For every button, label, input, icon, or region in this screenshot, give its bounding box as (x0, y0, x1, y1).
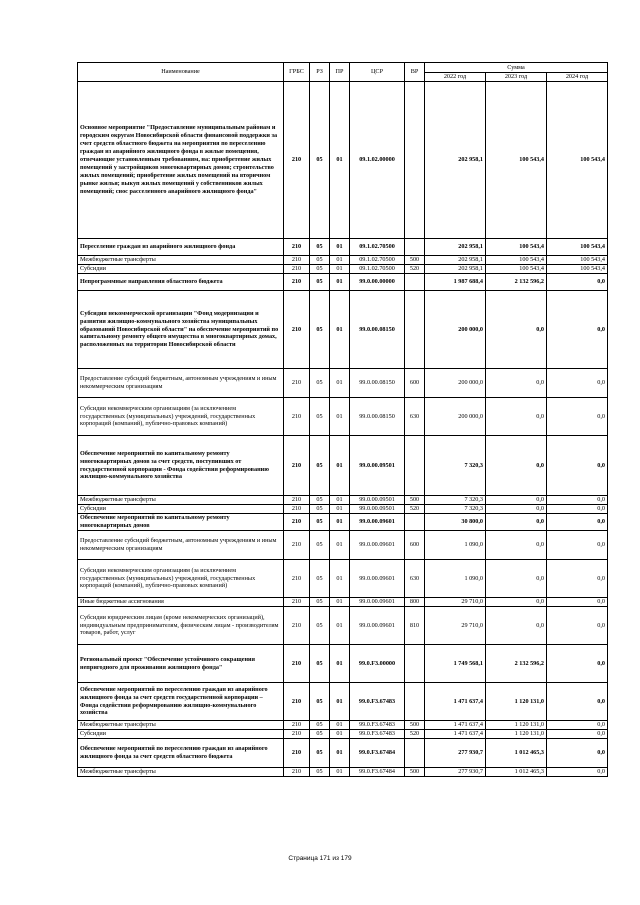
row-grbs: 210 (284, 82, 310, 239)
row-pr: 01 (330, 683, 350, 721)
row-value-2023: 0,0 (486, 398, 547, 436)
row-vr: 800 (405, 598, 425, 607)
row-value-2022: 1 090,0 (425, 560, 486, 598)
row-value-2023: 0,0 (486, 514, 547, 531)
row-vr: 520 (405, 505, 425, 514)
row-rz: 05 (310, 598, 330, 607)
row-csr: 99.0.00.09601 (350, 531, 405, 560)
table-row (78, 274, 608, 291)
row-csr: 99.0.00.09501 (350, 436, 405, 496)
row-value-2022: 29 710,0 (425, 598, 486, 607)
row-value-2024: 0,0 (547, 436, 608, 496)
row-value-2024: 0,0 (547, 560, 608, 598)
row-csr: 99.0.F3.67484 (350, 739, 405, 768)
row-csr: 99.0.00.09601 (350, 607, 405, 645)
budget-table (77, 62, 608, 777)
row-name: Непрограммные направления областного бюджета (78, 274, 284, 291)
row-value-2023: 1 012 465,3 (486, 768, 547, 777)
row-name: Обеспечение мероприятий по капитальному ремонту многоквартирных домов за счет средств, поступивших от государственной корпорации - Фонда содействия реформированию жилищно-коммунального хозяйства (78, 436, 284, 496)
row-value-2024: 100 543,4 (547, 239, 608, 256)
row-value-2024: 100 543,4 (547, 82, 608, 239)
row-csr: 09.1.02.70500 (350, 239, 405, 256)
row-rz: 05 (310, 768, 330, 777)
row-value-2024: 100 543,4 (547, 265, 608, 274)
row-value-2024: 0,0 (547, 607, 608, 645)
row-grbs: 210 (284, 645, 310, 683)
row-value-2022: 1 090,0 (425, 531, 486, 560)
row-value-2023: 2 132 596,2 (486, 274, 547, 291)
row-pr: 01 (330, 496, 350, 505)
row-value-2022: 202 958,1 (425, 239, 486, 256)
row-value-2024: 0,0 (547, 369, 608, 398)
row-value-2023: 1 012 465,3 (486, 739, 547, 768)
row-value-2023: 1 120 131,0 (486, 730, 547, 739)
row-csr: 99.0.00.09501 (350, 505, 405, 514)
row-value-2024: 0,0 (547, 598, 608, 607)
table-row (78, 369, 608, 398)
row-grbs: 210 (284, 398, 310, 436)
row-value-2022: 1 471 637,4 (425, 683, 486, 721)
row-vr: 500 (405, 496, 425, 505)
row-vr (405, 82, 425, 239)
row-name: Межбюджетные трансферты (78, 256, 284, 265)
row-value-2023: 0,0 (486, 369, 547, 398)
row-value-2023: 0,0 (486, 607, 547, 645)
row-value-2023: 2 132 596,2 (486, 645, 547, 683)
row-csr: 09.1.02.00000 (350, 82, 405, 239)
row-name: Предоставление субсидий бюджетным, автономным учреждениям и иным некоммерческим организациям (78, 369, 284, 398)
row-csr: 99.0.00.09501 (350, 496, 405, 505)
row-grbs: 210 (284, 531, 310, 560)
table-row (78, 739, 608, 768)
row-vr (405, 291, 425, 369)
row-vr: 520 (405, 730, 425, 739)
row-grbs: 210 (284, 739, 310, 768)
row-csr: 99.0.F3.00000 (350, 645, 405, 683)
row-grbs: 210 (284, 607, 310, 645)
row-pr: 01 (330, 82, 350, 239)
row-vr: 630 (405, 560, 425, 598)
row-grbs: 210 (284, 369, 310, 398)
row-grbs: 210 (284, 598, 310, 607)
table-row (78, 730, 608, 739)
row-vr (405, 239, 425, 256)
row-value-2024: 0,0 (547, 683, 608, 721)
row-name: Субсидии (78, 505, 284, 514)
row-grbs: 210 (284, 239, 310, 256)
row-grbs: 210 (284, 768, 310, 777)
row-grbs: 210 (284, 683, 310, 721)
row-pr: 01 (330, 645, 350, 683)
header-csr: ЦСР (350, 63, 405, 82)
row-name: Переселение граждан из аварийного жилищного фонда (78, 239, 284, 256)
table-row (78, 607, 608, 645)
page-number: Страница 171 из 179 (288, 855, 352, 862)
row-value-2022: 7 320,3 (425, 496, 486, 505)
row-value-2024: 0,0 (547, 514, 608, 531)
table-row (78, 721, 608, 730)
row-pr: 01 (330, 560, 350, 598)
row-pr: 01 (330, 369, 350, 398)
row-csr: 99.0.00.09601 (350, 560, 405, 598)
row-grbs: 210 (284, 256, 310, 265)
row-grbs: 210 (284, 291, 310, 369)
row-value-2022: 7 320,3 (425, 505, 486, 514)
row-value-2024: 0,0 (547, 531, 608, 560)
row-grbs: 210 (284, 274, 310, 291)
row-rz: 05 (310, 265, 330, 274)
row-grbs: 210 (284, 730, 310, 739)
row-vr: 500 (405, 256, 425, 265)
row-value-2023: 100 543,4 (486, 82, 547, 239)
row-name: Субсидии некоммерческим организациям (за исключением государственных (муниципальных) учреждений, государственных корпораций (компаний), публично-правовых компаний) (78, 560, 284, 598)
row-vr (405, 514, 425, 531)
row-name: Региональный проект "Обеспечение устойчивого сокращения непригодного для проживания жилищного фонда" (78, 645, 284, 683)
row-value-2023: 100 543,4 (486, 239, 547, 256)
header-vr: ВР (405, 63, 425, 82)
row-rz: 05 (310, 369, 330, 398)
header-pr: ПР (330, 63, 350, 82)
row-value-2023: 1 120 131,0 (486, 721, 547, 730)
table-row (78, 291, 608, 369)
header-year-2022: 2022 год (425, 73, 486, 82)
table-row (78, 598, 608, 607)
row-value-2022: 277 930,7 (425, 739, 486, 768)
row-name: Субсидии (78, 730, 284, 739)
table-row (78, 531, 608, 560)
row-pr: 01 (330, 265, 350, 274)
row-rz: 05 (310, 739, 330, 768)
row-pr: 01 (330, 274, 350, 291)
row-grbs: 210 (284, 560, 310, 598)
table-body (78, 82, 608, 777)
row-pr: 01 (330, 436, 350, 496)
table-row (78, 436, 608, 496)
row-grbs: 210 (284, 514, 310, 531)
row-value-2024: 0,0 (547, 721, 608, 730)
row-rz: 05 (310, 514, 330, 531)
row-name: Межбюджетные трансферты (78, 721, 284, 730)
row-value-2022: 1 987 688,4 (425, 274, 486, 291)
row-name: Субсидии (78, 265, 284, 274)
header-row (78, 63, 608, 73)
row-vr (405, 645, 425, 683)
row-pr: 01 (330, 398, 350, 436)
row-name: Межбюджетные трансферты (78, 496, 284, 505)
row-rz: 05 (310, 645, 330, 683)
row-name: Субсидии некоммерческим организациям (за исключением государственных (муниципальных) учреждений, государственных корпораций (компаний), публично-правовых компаний) (78, 398, 284, 436)
row-rz: 05 (310, 560, 330, 598)
row-value-2024: 0,0 (547, 768, 608, 777)
row-csr: 99.0.00.09601 (350, 514, 405, 531)
table-row (78, 239, 608, 256)
row-csr: 99.0.F3.67484 (350, 768, 405, 777)
table-row (78, 82, 608, 239)
row-vr (405, 739, 425, 768)
row-vr: 500 (405, 721, 425, 730)
row-value-2023: 0,0 (486, 496, 547, 505)
row-value-2024: 0,0 (547, 496, 608, 505)
row-vr: 520 (405, 265, 425, 274)
row-value-2024: 0,0 (547, 505, 608, 514)
table-row (78, 645, 608, 683)
row-vr: 600 (405, 531, 425, 560)
row-rz: 05 (310, 721, 330, 730)
row-pr: 01 (330, 739, 350, 768)
row-value-2022: 7 320,3 (425, 436, 486, 496)
row-vr: 600 (405, 369, 425, 398)
row-pr: 01 (330, 598, 350, 607)
table-row (78, 683, 608, 721)
row-rz: 05 (310, 496, 330, 505)
row-grbs: 210 (284, 721, 310, 730)
row-value-2022: 277 930,7 (425, 768, 486, 777)
row-name: Субсидии юридическим лицам (кроме некоммерческих организаций), индивидуальным предпринимателям, физическим лицам - производителям товаров, работ, услуг (78, 607, 284, 645)
row-value-2022: 1 471 637,4 (425, 721, 486, 730)
row-csr: 99.0.F3.67483 (350, 721, 405, 730)
row-pr: 01 (330, 768, 350, 777)
header-year-2024: 2024 год (547, 73, 608, 82)
row-csr: 99.0.00.08150 (350, 369, 405, 398)
row-csr: 99.0.F3.67483 (350, 683, 405, 721)
row-csr: 99.0.00.08150 (350, 398, 405, 436)
row-value-2023: 100 543,4 (486, 265, 547, 274)
table-row (78, 398, 608, 436)
row-pr: 01 (330, 531, 350, 560)
row-value-2022: 200 000,0 (425, 369, 486, 398)
header-year-2023: 2023 год (486, 73, 547, 82)
row-rz: 05 (310, 398, 330, 436)
row-value-2024: 0,0 (547, 291, 608, 369)
header-sum: Сумма (425, 63, 608, 73)
row-value-2022: 30 800,0 (425, 514, 486, 531)
row-rz: 05 (310, 291, 330, 369)
table-row (78, 768, 608, 777)
row-pr: 01 (330, 505, 350, 514)
row-name: Межбюджетные трансферты (78, 768, 284, 777)
row-value-2024: 100 543,4 (547, 256, 608, 265)
row-rz: 05 (310, 436, 330, 496)
row-rz: 05 (310, 683, 330, 721)
row-name: Иные бюджетные ассигнования (78, 598, 284, 607)
row-value-2024: 0,0 (547, 739, 608, 768)
row-csr: 09.1.02.70500 (350, 256, 405, 265)
header-rz: РЗ (310, 63, 330, 82)
row-pr: 01 (330, 730, 350, 739)
row-value-2022: 202 958,1 (425, 265, 486, 274)
row-grbs: 210 (284, 496, 310, 505)
row-name: Предоставление субсидий бюджетным, автономным учреждениям и иным некоммерческим организациям (78, 531, 284, 560)
row-pr: 01 (330, 607, 350, 645)
row-csr: 99.0.00.00000 (350, 274, 405, 291)
row-name: Основное мероприятие "Предоставление муниципальным районам и городским округам Новосибирской области финансовой поддержки за счет средств областного бюджета на мероприятия по переселению граждан из аварийного жилищного фонда в жилые помещения, отвечающие установленным требованиям, на: приобретение жилых помещений у застройщиков многоквартирных домов; строительство жилых помещений; приобретение жилых помещений на вторичном рынке жилья; выкуп жилых помещений у собственников жилых помещений; снос расселенного аварийного жилищного фонда" (78, 82, 284, 239)
row-value-2022: 1 471 637,4 (425, 730, 486, 739)
table-row (78, 514, 608, 531)
row-value-2023: 0,0 (486, 436, 547, 496)
row-csr: 99.0.F3.67483 (350, 730, 405, 739)
row-csr: 99.0.00.08150 (350, 291, 405, 369)
row-pr: 01 (330, 291, 350, 369)
row-value-2022: 200 000,0 (425, 398, 486, 436)
row-name: Субсидия некоммерческой организации "Фонд модернизации и развития жилищно-коммунального хозяйства муниципальных образований Новосибирской области" на обеспечение мероприятий по капитальному ремонту общего имущества в многоквартирных домах, расположенных на территории Новосибирской области (78, 291, 284, 369)
row-vr (405, 683, 425, 721)
row-value-2024: 0,0 (547, 398, 608, 436)
table-row (78, 265, 608, 274)
table-row (78, 560, 608, 598)
row-value-2022: 1 749 568,1 (425, 645, 486, 683)
row-vr: 810 (405, 607, 425, 645)
table-row (78, 496, 608, 505)
row-name: Обеспечение мероприятий по капитальному ремонту многоквартирных домов (78, 514, 284, 531)
row-rz: 05 (310, 730, 330, 739)
row-rz: 05 (310, 82, 330, 239)
row-value-2023: 0,0 (486, 531, 547, 560)
row-value-2023: 0,0 (486, 291, 547, 369)
row-pr: 01 (330, 721, 350, 730)
row-value-2022: 202 958,1 (425, 82, 486, 239)
row-value-2022: 202 958,1 (425, 256, 486, 265)
row-grbs: 210 (284, 265, 310, 274)
row-value-2023: 0,0 (486, 505, 547, 514)
row-rz: 05 (310, 256, 330, 265)
row-value-2024: 0,0 (547, 730, 608, 739)
row-name: Обеспечение мероприятий по переселению граждан из аварийного жилищного фонда за счет средств областного бюджета (78, 739, 284, 768)
row-value-2024: 0,0 (547, 274, 608, 291)
table-row (78, 505, 608, 514)
row-rz: 05 (310, 607, 330, 645)
row-vr (405, 274, 425, 291)
row-value-2022: 29 710,0 (425, 607, 486, 645)
table-row (78, 256, 608, 265)
row-grbs: 210 (284, 436, 310, 496)
header-grbs: ГРБС (284, 63, 310, 82)
row-grbs: 210 (284, 505, 310, 514)
row-name: Обеспечение мероприятий по переселению граждан из аварийного жилищного фонда за счет средств государственной корпорации – Фонда содействия реформированию жилищно-коммунального хозяйства (78, 683, 284, 721)
row-value-2022: 200 000,0 (425, 291, 486, 369)
row-vr: 500 (405, 768, 425, 777)
row-rz: 05 (310, 505, 330, 514)
row-rz: 05 (310, 239, 330, 256)
row-value-2023: 0,0 (486, 598, 547, 607)
row-value-2023: 100 543,4 (486, 256, 547, 265)
row-rz: 05 (310, 531, 330, 560)
row-csr: 09.1.02.70500 (350, 265, 405, 274)
row-vr (405, 436, 425, 496)
row-value-2023: 0,0 (486, 560, 547, 598)
row-vr: 630 (405, 398, 425, 436)
row-value-2023: 1 120 131,0 (486, 683, 547, 721)
row-pr: 01 (330, 256, 350, 265)
row-value-2024: 0,0 (547, 645, 608, 683)
row-pr: 01 (330, 239, 350, 256)
row-csr: 99.0.00.09601 (350, 598, 405, 607)
header-name: Наименование (78, 63, 284, 82)
row-rz: 05 (310, 274, 330, 291)
row-pr: 01 (330, 514, 350, 531)
